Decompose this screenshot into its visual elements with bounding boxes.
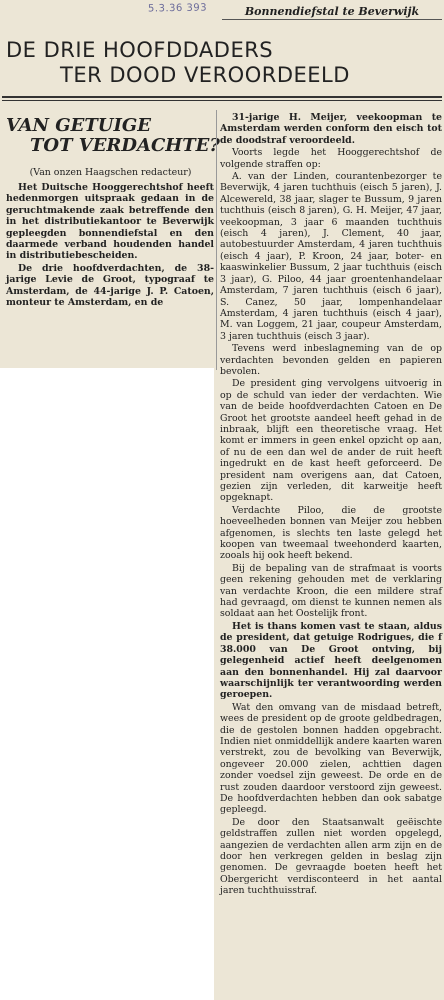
article-paragraph: Wat den omvang van de misdaad betreft, wees de president op de groote geldbedragen, die de gestolen bonnen hadden opgebracht. Indien niet onmiddellijk andere kaarten waren verstrekt, zou de bevolking van Beverwijk, ongeveer 20.000 zielen, achttien dagen zonder voedsel zijn geweest. De orde en de rust zouden daardoor verstoord zijn geweest. De hoofdverdachten hebben dan ook sabatge gepleegd. xyxy=(220,701,442,816)
article-paragraph: Verdachte Piloo, die de grootste hoeveelheden bonnen van Meijer zou hebben afgenomen, is slechts ten laste gelegd het koopen van tweemaal tweehonderd kaarten, zooals hij ook heeft bekend. xyxy=(220,504,442,562)
article-right-column xyxy=(220,112,442,898)
handwritten-annotation: 5.3.36 393 xyxy=(147,2,208,15)
article-paragraph: De door den Staatsanwalt geëischte geldstraffen zullen niet worden opgelegd, aangezien de verdachten allen arm zijn en de door hen verkregen gelden in beslag zijn genomen. De gevraagde boeten heeft het Obergericht verdisconteerd in het aantal jaren tuchthuisstraf. xyxy=(220,816,442,897)
article-left-column xyxy=(6,182,214,309)
byline: (Van onzen Haagschen redacteur) xyxy=(29,167,192,178)
headline-rule-thin xyxy=(2,100,442,101)
headline-line-2: TER DOOD VEROORDEELD xyxy=(60,63,350,87)
headline-line-1: DE DRIE HOOFDDADERS xyxy=(6,38,274,62)
article-paragraph: Bij de bepaling van de strafmaat is voorts geen rekening gehouden met de verklaring van verdachte Kroon, die een mildere straf had gevraagd, om dienst te kunnen nemen als soldaat aan het Oostelijk front. xyxy=(220,562,442,620)
subheadline-line-2: TOT VERDACHTE? xyxy=(30,135,220,156)
article-paragraph: Het is thans komen vast te staan, aldus de president, dat getuige Rodrigues, die f 38.000 van De Groot ontving, bij gelegenheid actief heeft deelgenomen aan den bonnenhandel. Hij zal daarvoor waarschijnlijk ter verantwoording werden geroepen. xyxy=(220,620,442,701)
article-paragraph: Tevens werd inbeslagneming van de op verdachten bevonden gelden en papieren bevolen. xyxy=(220,343,442,377)
article-paragraph: De drie hoofdverdachten, de 38-jarige Levie de Groot, typograaf te Amsterdam, de 44-jarige J. P. Catoen, monteur te Amsterdam, en de xyxy=(6,262,214,309)
headline-rule xyxy=(2,96,442,98)
subheadline-line-1: VAN GETUIGE xyxy=(6,115,151,136)
column-divider xyxy=(216,110,217,370)
article-paragraph: 31-jarige H. Meijer, veekoopman te Amsterdam werden conform den eisch tot de doodstraf veroordeeld. xyxy=(220,112,442,146)
article-paragraph: Voorts legde het Hooggerechtshof de volgende straffen op: xyxy=(220,147,442,170)
article-paragraph: Het Duitsche Hooggerechtshof heeft hedenmorgen uitspraak gedaan in de geruchtmakende zaak betreffende den in het distributiekantoor te Beverwijk gepleegden bonnendiefstal en den daarmede verband houdenden handel in distributiebescheiden. xyxy=(6,182,214,262)
section-kicker: Bonnendiefstal te Beverwijk xyxy=(222,5,442,20)
article-paragraph: A. van der Linden, courantenbezorger te Beverwijk, 4 jaren tuchthuis (eisch 5 jaren), J. Alcewereld, 38 jaar, slager te Bussum, 9 jaren tuchthuis (eisch 8 jaren), G. H. Meijer, 47 jaar, veekoopman, 3 jaar 6 maanden tuchthuis (eisch 4 jaren), J. Clement, 40 jaar, autobestuurder Amsterdam, 4 jaren tuchthuis (eisch 4 jaar), P. Kroon, 24 jaar, boter- en kaaswinkelier Bussum, 2 jaar tuchthuis (eisch 3 jaar), G. Piloo, 44 jaar groentenhandelaar Amsterdam, 7 jaren tuchthuis (eisch 6 jaar), S. Canez, 50 jaar, lompenhandelaar Amsterdam, 4 jaren tuchthuis (eisch 4 jaar), M. van Loggem, 21 jaar, coupeur Amsterdam, 3 jaren tuchthuis (eisch 3 jaar). xyxy=(220,171,442,342)
article-paragraph: De president ging vervolgens uitvoerig in op de schuld van ieder der verdachten. Wie van de beide hoofdverdachten Catoen en De Groot het grootste aandeel heeft gehad in de inbraak, blijft een theoretische vraag. Het komt er immers in geen enkel opzicht op aan, of nu de een dan wel de ander de ruit heeft ingedrukt en de kast heeft geforceerd. De president nam overigens aan, dat Catoen, gezien zijn verleden, dit karweitje heeft opgeknapt. xyxy=(220,378,442,504)
